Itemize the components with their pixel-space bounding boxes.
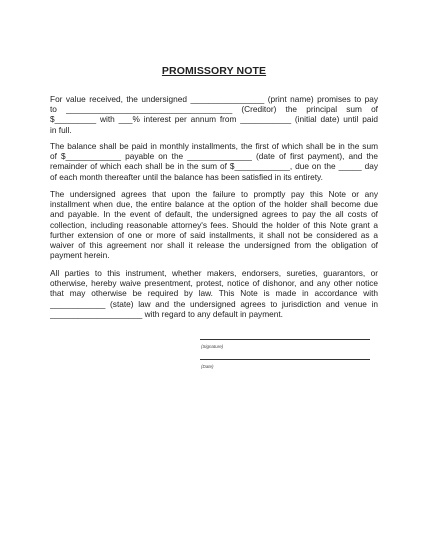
date-line[interactable] <box>200 359 370 360</box>
paragraph-line: waiver of this agreement nor shall it release the undersigned from the obligation of <box>50 240 378 251</box>
paragraph-line: installment when due, the entire balance at the option of the holder shall become due <box>50 199 378 210</box>
paragraph-line: further extension of one or more of said installments, it shall not be considered as a <box>50 229 378 240</box>
paragraph-default <box>50 189 378 260</box>
paragraph-line: ____________________ with regard to any default in payment. <box>50 308 283 319</box>
paragraph-line: that may otherwise be required by law. This Note is made in accordance with <box>50 288 378 299</box>
paragraph-line: ____________ (state) law and the undersigned agrees to jurisdiction and venue in <box>50 298 378 309</box>
signature-caption: (Signature) <box>201 344 224 349</box>
paragraph-line: The undersigned agrees that upon the failure to promptly pay this Note or any <box>50 189 378 199</box>
paragraph-line: The balance shall be paid in monthly installments, the first of which shall be in the sum <box>50 141 378 151</box>
date-caption: (Date) <box>201 364 214 369</box>
paragraph-line: remainder of which each shall be in the sum of $____________, due on the _____ day <box>50 161 378 172</box>
paragraph-line: and payable. In the event of default, the undersigned agrees to pay the all costs of <box>50 209 378 220</box>
paragraph-line: collection, including reasonable attorney's fees. Should the holder of this Note grant a <box>50 219 378 230</box>
signature-line[interactable] <box>200 339 370 340</box>
paragraph-line: to ____________________________________ (Creditor) the principal sum of <box>50 104 378 115</box>
document-title: PROMISSORY NOTE <box>161 65 267 77</box>
paragraph-line: of each month thereafter until the balance has been satisfied in its entirety. <box>50 171 323 182</box>
paragraph-line: otherwise, hereby waive presentment, protest, notice of dishonor, and any other notice <box>50 278 378 289</box>
paragraph-line: of $____________ payable on the ______________ (date of first payment), and the <box>50 151 378 162</box>
signature-block <box>200 339 370 349</box>
paragraph-waiver <box>50 268 378 319</box>
date-block <box>200 359 370 369</box>
paragraph-line: payment herein. <box>50 250 110 261</box>
paragraph-principal <box>50 94 378 135</box>
paragraph-line: $_________ with ___% interest per annum from ___________ (initial date) until paid <box>50 114 378 125</box>
paragraph-line: All parties to this instrument, whether makers, endorsers, sureties, guarantors, or <box>50 268 378 278</box>
paragraph-line: in full. <box>50 124 72 135</box>
paragraph-line: For value received, the undersigned ________________ (print name) promises to pay <box>50 94 378 104</box>
paragraph-installments <box>50 141 378 182</box>
